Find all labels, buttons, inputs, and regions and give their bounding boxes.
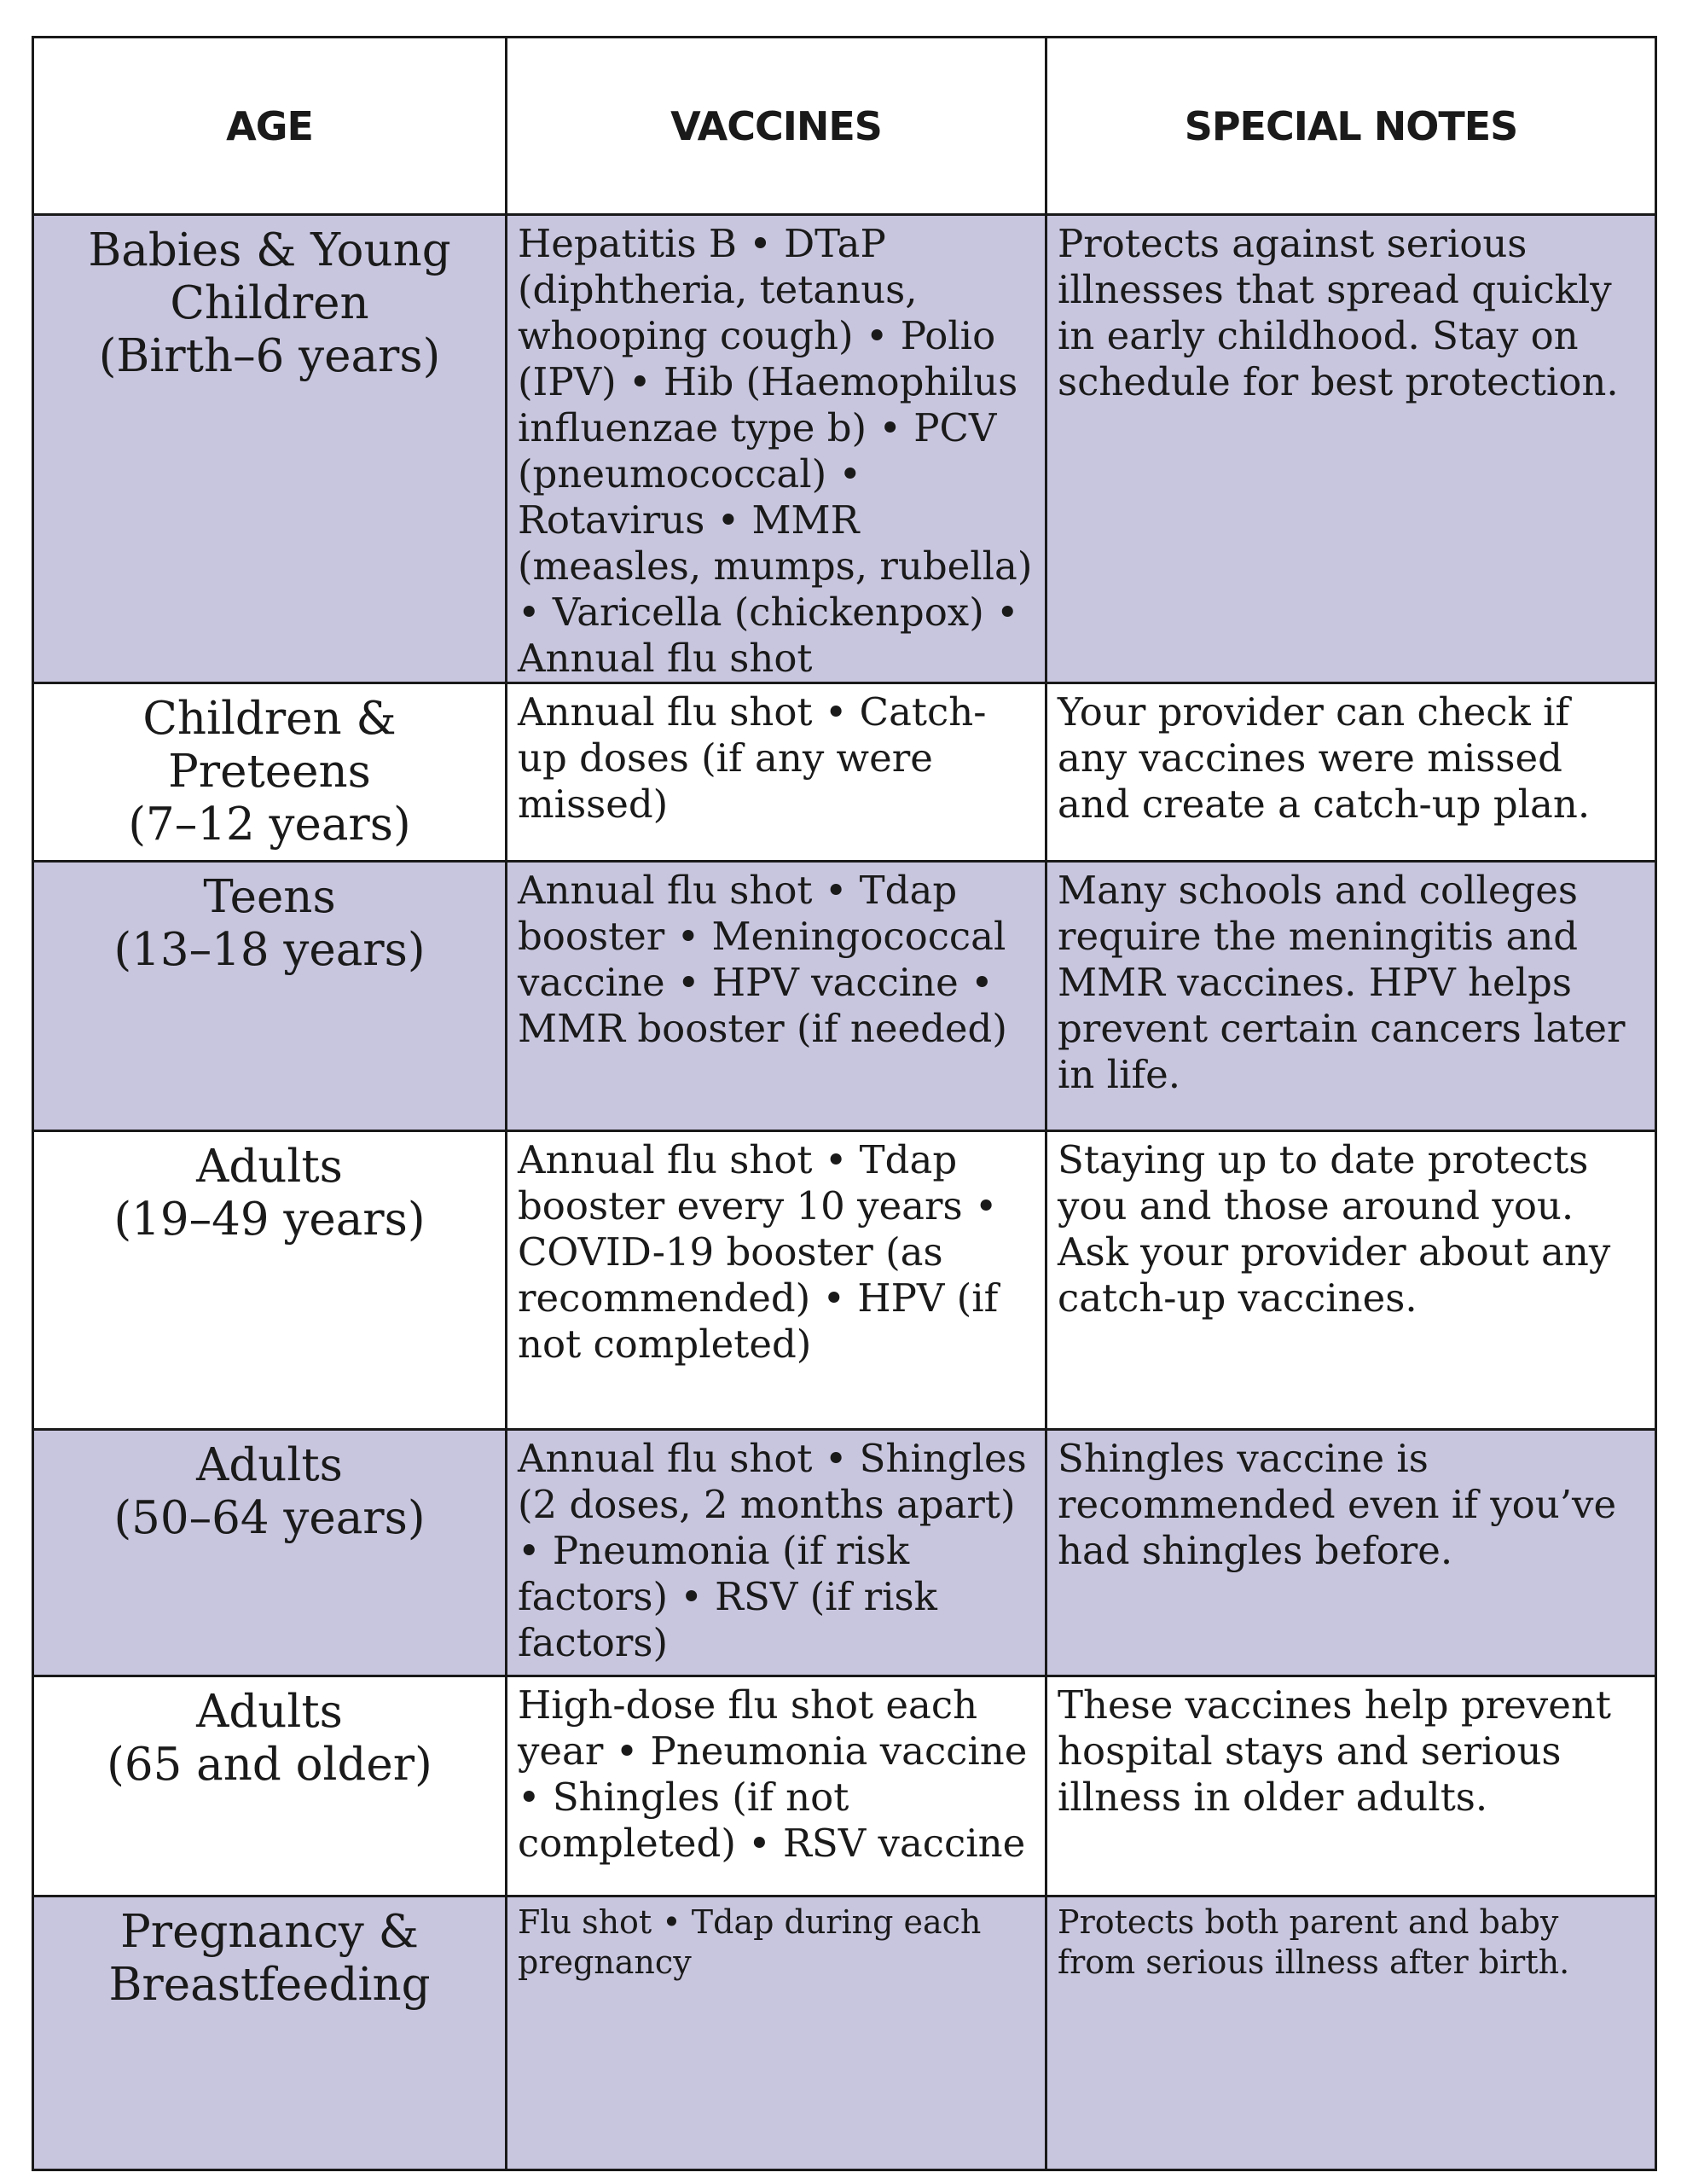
notes-text: Many schools and colleges require the meningitis and MMR vaccines. HPV helps prevent certain cancers later in life. [1058,868,1626,1097]
age-group-label: Babies & Young Children [88,224,451,329]
age-cell [33,1131,507,1430]
age-cell [33,215,507,683]
table-row [33,1430,1656,1676]
notes-text: Shingles vaccine is recommended even if you’ve had shingles before. [1058,1436,1617,1573]
vaccines-cell [507,1896,1046,2170]
table-row [33,1676,1656,1896]
vaccines-text: Hepatitis B • DTaP (diphtheria, tetanus, whooping cough) • Polio (IPV) • Hib (Haemophilus influenzae type b) • PCV (pneumococcal) • Rotavirus • MMR (measles, mumps, rubella) • Varicella (chickenpox) • Annual flu shot [518,221,1033,681]
vaccines-text: Annual flu shot • Catch-up doses (if any were missed) [518,689,987,827]
vaccines-cell [507,1131,1046,1430]
age-group-label: Adults [196,1686,343,1738]
notes-text: Staying up to date protects you and those around you. Ask your provider about any catch-up vaccines. [1058,1137,1611,1321]
table-row [33,215,1656,683]
header-special-notes: SPECIAL NOTES [1046,38,1656,215]
notes-cell [1046,1131,1656,1430]
age-cell [33,683,507,862]
age-group-label: Pregnancy & [120,1906,419,1958]
notes-text: Your provider can check if any vaccines were missed and create a catch-up plan. [1058,689,1591,827]
age-group-label: Adults [196,1439,343,1491]
table-row [33,862,1656,1131]
age-range-label: (13–18 years) [113,924,426,976]
age-group-label: Adults [196,1141,343,1193]
age-cell [33,1896,507,2170]
age-range-label: (Birth–6 years) [98,330,441,382]
header-vaccines: VACCINES [507,38,1046,215]
header-age: AGE [33,38,507,215]
notes-cell [1046,1896,1656,2170]
age-group-label: Children & Preteens [142,693,397,798]
notes-text: Protects both parent and baby from serious illness after birth. [1058,1903,1570,1981]
age-cell [33,1676,507,1896]
age-range-label: (19–49 years) [113,1194,426,1246]
table-row [33,1131,1656,1430]
age-group-label: Teens [203,871,336,923]
table-row [33,1896,1656,2170]
age-cell [33,862,507,1131]
age-cell [33,1430,507,1676]
age-range-label: (65 and older) [107,1739,432,1791]
vaccines-text: Annual flu shot • Tdap booster • Meningococcal vaccine • HPV vaccine • MMR booster (if needed) [518,868,1007,1051]
vaccines-text: Flu shot • Tdap during each pregnancy [518,1903,982,1981]
vaccines-cell [507,1430,1046,1676]
notes-cell [1046,1676,1656,1896]
vaccines-cell [507,862,1046,1131]
notes-cell [1046,862,1656,1131]
vaccines-text: Annual flu shot • Tdap booster every 10 years • COVID-19 booster (as recommended) • HPV (if not completed) [518,1137,999,1367]
age-range-label: (7–12 years) [128,799,411,851]
header-row [33,38,1656,215]
age-range-label: Breastfeeding [108,1959,431,2011]
notes-cell [1046,683,1656,862]
notes-text: These vaccines help prevent hospital stays and serious illness in older adults. [1058,1682,1611,1820]
vaccines-cell [507,1676,1046,1896]
vaccines-cell [507,215,1046,683]
vaccine-schedule-table [32,36,1657,2171]
age-range-label: (50–64 years) [113,1492,426,1544]
notes-cell [1046,1430,1656,1676]
table-row [33,683,1656,862]
vaccines-text: Annual flu shot • Shingles (2 doses, 2 months apart) • Pneumonia (if risk factors) • RSV (if risk factors) [518,1436,1027,1665]
notes-text: Protects against serious illnesses that spread quickly in early childhood. Stay on schedule for best protection. [1058,221,1619,404]
vaccines-text: High-dose flu shot each year • Pneumonia vaccine • Shingles (if not completed) • RSV vaccine [518,1682,1028,1866]
notes-cell [1046,215,1656,683]
vaccines-cell [507,683,1046,862]
